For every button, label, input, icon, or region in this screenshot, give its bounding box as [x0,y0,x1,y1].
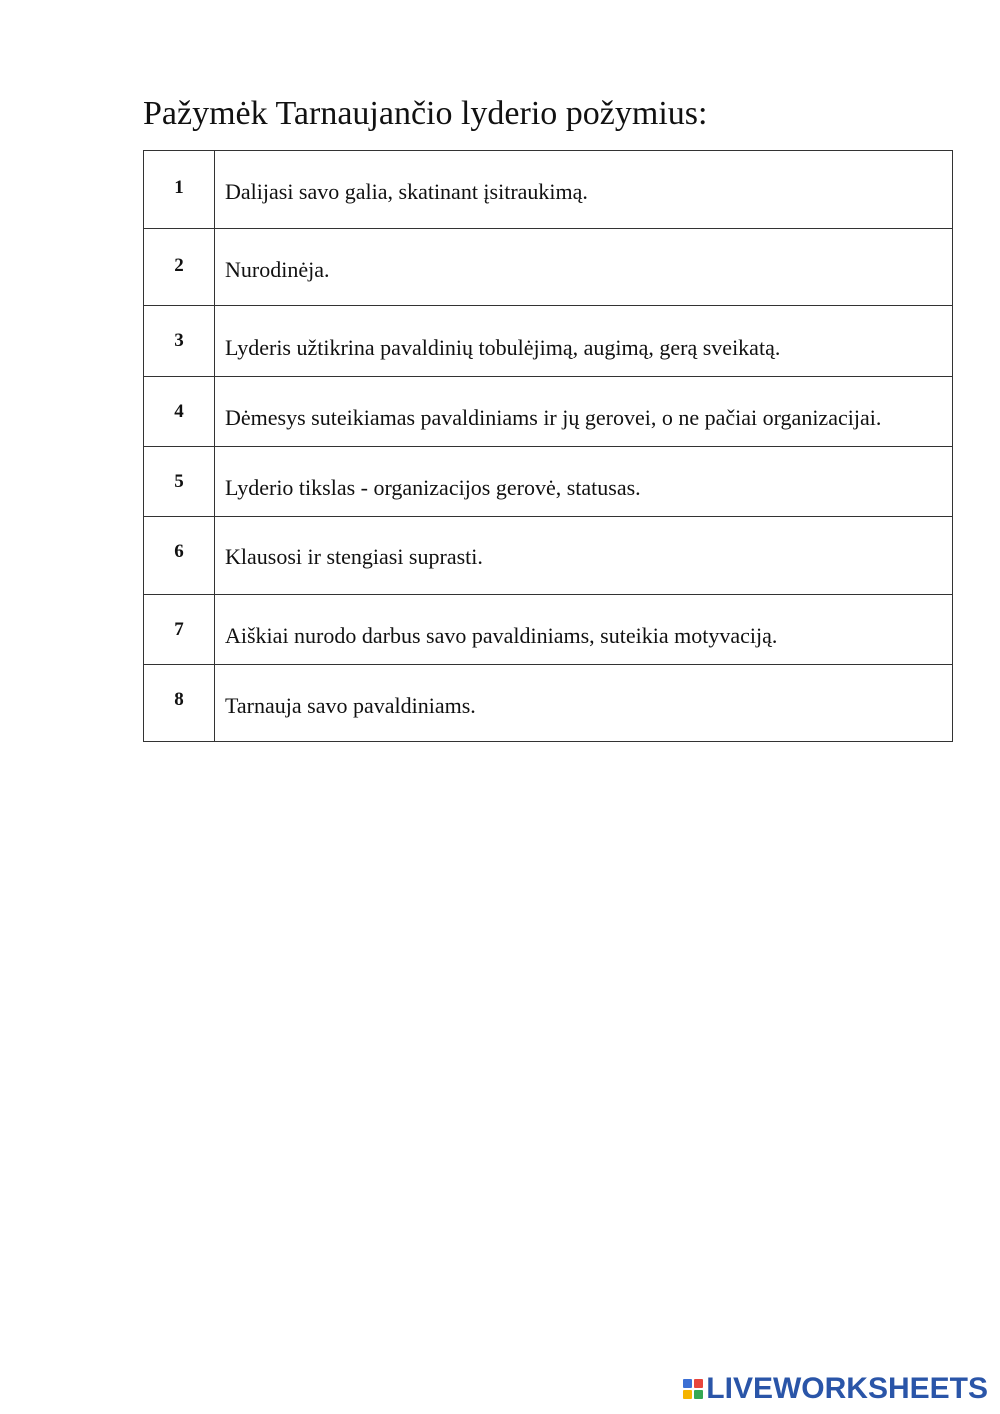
item-text[interactable] [215,665,953,742]
item-number [144,595,215,665]
item-number [144,447,215,517]
item-number-label: 4 [174,401,184,422]
item-number [144,377,215,447]
item-text-label: Dėmesys suteikiamas pavaldiniams ir jų gerovei, o ne pačiai organizacijai. [225,405,882,430]
item-text-label: Nurodinėja. [225,257,330,282]
item-text-label: Aiškiai nurodo darbus savo pavaldiniams, suteikia motyvaciją. [225,623,778,648]
table-row[interactable] [144,595,953,665]
item-text[interactable] [215,517,953,595]
item-text[interactable] [215,447,953,517]
item-number-label: 2 [174,255,184,276]
table-row[interactable] [144,377,953,447]
item-text[interactable] [215,151,953,229]
table-row[interactable] [144,517,953,595]
table-row[interactable] [144,447,953,517]
item-text-label: Klausosi ir stengiasi suprasti. [225,544,483,569]
table-row[interactable] [144,665,953,742]
logo-text: LIVEWORKSHEETS [706,1372,988,1405]
item-number [144,151,215,229]
item-text[interactable] [215,377,953,447]
logo-square-icon [683,1379,692,1388]
item-text[interactable] [215,306,953,377]
table-row[interactable] [144,229,953,306]
item-number-label: 5 [174,471,184,492]
item-text[interactable] [215,595,953,665]
item-number-label: 7 [174,619,184,640]
item-text-label: Lyderio tikslas - organizacijos gerovė, statusas. [225,475,641,500]
item-number-label: 8 [174,689,184,710]
items-table [143,150,953,742]
table-row[interactable] [144,151,953,229]
item-number-label: 3 [174,330,184,351]
table-row[interactable] [144,306,953,377]
item-number-label: 1 [174,177,184,198]
item-number [144,665,215,742]
item-number [144,306,215,377]
item-number [144,517,215,595]
item-text[interactable] [215,229,953,306]
item-text-label: Tarnauja savo pavaldiniams. [225,693,476,718]
item-text-label: Lyderis užtikrina pavaldinių tobulėjimą, augimą, gerą sveikatą. [225,335,781,360]
item-number-label: 6 [174,541,184,562]
logo-grid-icon [683,1379,703,1399]
liveworksheets-logo[interactable] [683,1372,988,1406]
item-text-label: Dalijasi savo galia, skatinant įsitraukimą. [225,179,588,204]
item-number [144,229,215,306]
logo-square-icon [694,1390,703,1399]
logo-square-icon [683,1390,692,1399]
logo-square-icon [694,1379,703,1388]
worksheet-title: Pažymėk Tarnaujančio lyderio požymius: [143,95,708,132]
